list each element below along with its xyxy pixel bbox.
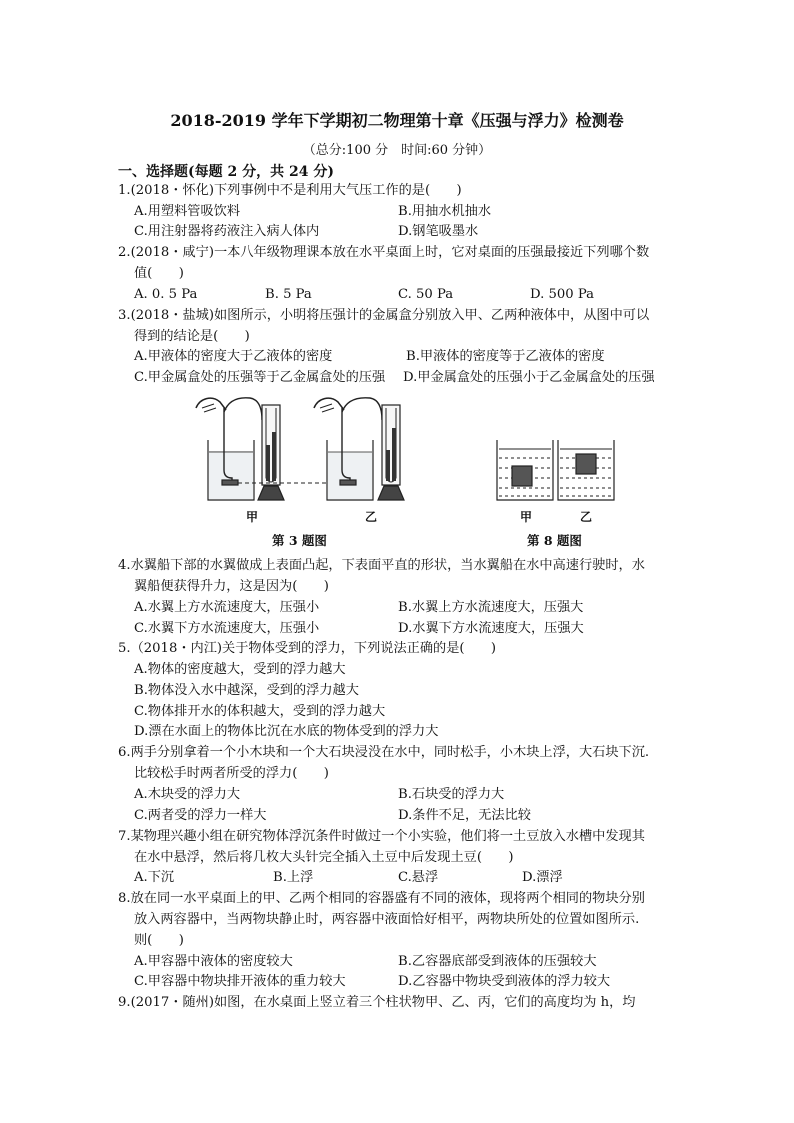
question-4-stem-cont: 翼船便获得升力，这是因为( ) (134, 579, 329, 594)
question-2-option-b: B. 5 Pa (265, 287, 312, 302)
figure-8-containers (497, 440, 614, 500)
question-5-option-a: A.物体的密度越大，受到的浮力越大 (134, 662, 346, 677)
question-8-option-b: B.乙容器底部受到液体的压强较大 (398, 954, 597, 969)
question-2-option-c: C. 50 Pa (398, 287, 454, 302)
question-5-option-b: B.物体没入水中越深，受到的浮力越大 (134, 683, 359, 698)
question-5-stem: 5.（2018・内江)关于物体受到的浮力，下列说法正确的是( ) (118, 641, 497, 656)
figure-3-caption: 第 3 题图 (272, 533, 327, 548)
question-2-option-d: D. 500 Pa (530, 287, 594, 302)
question-3-option-b: B.甲液体的密度等于乙液体的密度 (406, 349, 605, 364)
page-title: 2018-2019 学年下学期初二物理第十章《压强与浮力》检测卷 (170, 111, 624, 130)
question-8-option-d: D.乙容器中物块受到液体的浮力较大 (398, 974, 611, 989)
question-6-option-d: D.条件不足，无法比较 (398, 808, 531, 823)
question-6-option-a: A.木块受的浮力大 (134, 787, 241, 802)
question-8-option-c: C.甲容器中物块排开液体的重力较大 (134, 974, 346, 989)
question-4-stem: 4.水翼船下部的水翼做成上表面凸起，下表面平直的形状，当水翼船在水中高速行驶时，水 (118, 558, 645, 573)
question-7-stem-cont: 在水中悬浮，然后将几枚大头针完全插入土豆中后发现土豆( ) (134, 850, 514, 865)
question-4-option-c: C.水翼下方水流速度大，压强小 (134, 621, 320, 636)
question-7-option-d: D.漂浮 (522, 870, 563, 885)
question-9-stem: 9.(2017・随州)如图，在水桌面上竖立着三个柱状物甲、乙、丙，它们的高度均为 h，均 (118, 995, 636, 1010)
figure-3-label-a: 甲 (246, 510, 259, 524)
question-1-stem: 1.(2018・怀化)下列事例中不是利用大气压工作的是( ) (118, 183, 462, 198)
question-3-stem: 3.(2018・盐城)如图所示，小明将压强计的金属盒分别放入甲、乙两种液体中，从图中可以 (118, 308, 650, 323)
question-1-option-d: D.钢笔吸墨水 (398, 224, 479, 239)
question-6-option-b: B.石块受的浮力大 (398, 787, 505, 802)
figure-8-caption: 第 8 题图 (527, 533, 582, 548)
section-heading: 一、选择题(每题 2 分，共 24 分) (118, 164, 334, 180)
question-3-option-c: C.甲金属盒处的压强等于乙金属盒处的压强 (134, 370, 386, 385)
page-subtitle: （总分:100 分 时间:60 分钟） (302, 143, 492, 158)
question-1-option-a: A.用塑料管吸饮料 (134, 204, 241, 219)
question-4-option-a: A.水翼上方水流速度大，压强小 (134, 600, 320, 615)
question-3-option-a: A.甲液体的密度大于乙液体的密度 (134, 349, 333, 364)
figure-8-label-a: 甲 (520, 510, 533, 524)
question-2-stem: 2.(2018・咸宁)一本八年级物理课本放在水平桌面上时，它对桌面的压强最接近下列哪个数 (118, 245, 650, 260)
question-7-option-b: B.上浮 (273, 870, 314, 885)
question-4-option-d: D.水翼下方水流速度大，压强大 (398, 621, 584, 636)
figure-3-label-b: 乙 (365, 510, 378, 524)
question-2-option-a: A. 0. 5 Pa (134, 287, 198, 302)
question-1-option-c: C.用注射器将药液注入病人体内 (134, 224, 320, 239)
question-4-option-b: B.水翼上方水流速度大，压强大 (398, 600, 584, 615)
question-8-stem: 8.放在同一水平桌面上的甲、乙两个相同的容器盛有不同的液体，现将两个相同的物块分别 (118, 891, 645, 906)
question-8-stem-cont: 放入两容器中，当两物块静止时，两容器中液面恰好相平，两物块所处的位置如图所示. (134, 912, 640, 927)
question-5-option-c: C.物体排开水的体积越大，受到的浮力越大 (134, 704, 386, 719)
question-5-option-d: D.漂在水面上的物体比沉在水底的物体受到的浮力大 (134, 724, 439, 739)
question-8-stem-cont2: 则( ) (134, 933, 184, 948)
question-7-option-c: C.悬浮 (398, 870, 439, 885)
question-7-stem: 7.某物理兴趣小组在研究物体浮沉条件时做过一个小实验，他们将一土豆放入水槽中发现其 (118, 829, 645, 844)
question-2-stem-cont: 值( ) (134, 266, 184, 281)
question-3-option-d: D.甲金属盒处的压强小于乙金属盒处的压强 (403, 370, 655, 385)
figure-8-label-b: 乙 (580, 510, 593, 524)
question-1-option-b: B.用抽水机抽水 (398, 204, 492, 219)
question-3-stem-cont: 得到的结论是( ) (134, 329, 250, 344)
question-6-stem-cont: 比较松手时两者所受的浮力( ) (134, 766, 329, 781)
question-6-option-c: C.两者受的浮力一样大 (134, 808, 267, 823)
question-8-option-a: A.甲容器中液体的密度较大 (134, 954, 293, 969)
question-6-stem: 6.两手分别拿着一个小木块和一个大石块浸没在水中，同时松手，小木块上浮，大石块下沉. (118, 745, 650, 760)
question-7-option-a: A.下沉 (134, 870, 175, 885)
